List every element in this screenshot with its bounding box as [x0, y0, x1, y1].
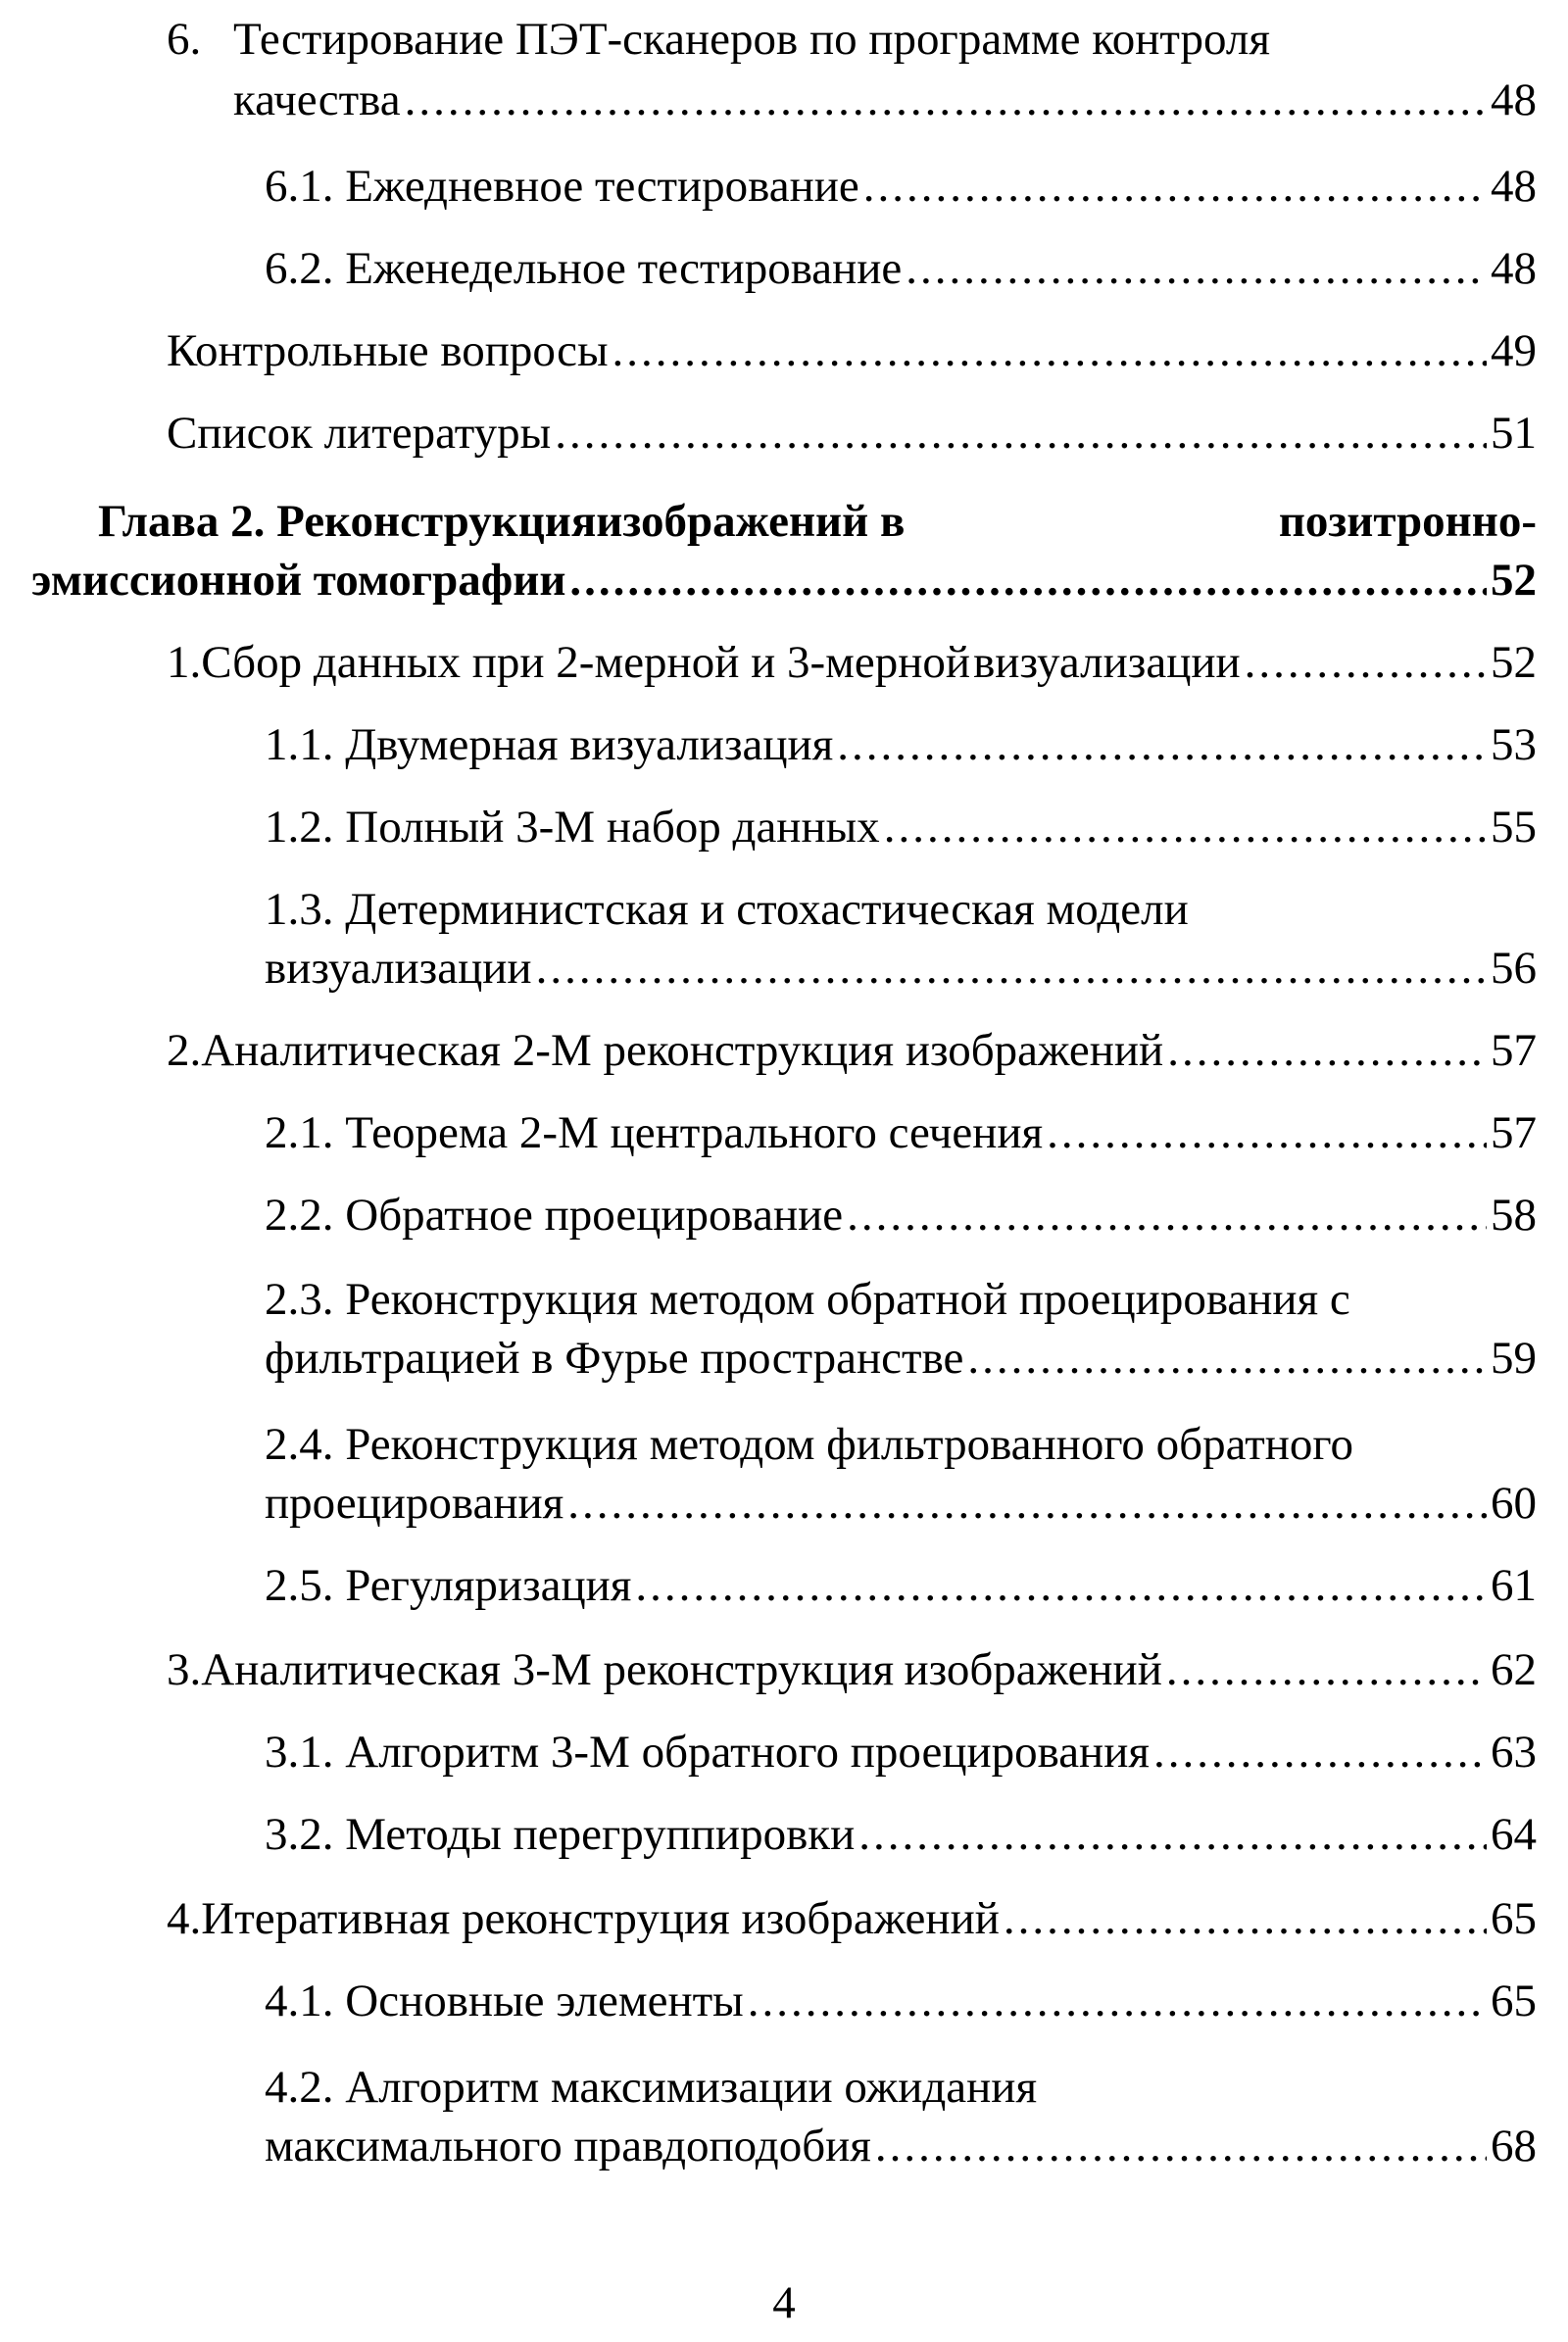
- leader-dots: [863, 157, 1487, 216]
- leader-dots: [1167, 1021, 1487, 1080]
- toc-entry-title: Тестирование ПЭТ-сканеров по программе контроля: [233, 14, 1270, 65]
- toc-entry-title: Список литературы: [167, 408, 552, 459]
- toc-entry-title-cont: максимального правдоподобия: [265, 2121, 871, 2171]
- toc-entry-2: [167, 1021, 1537, 1080]
- toc-entry-1-3-line1: 1.3. Детерминистская и стохастическая модели: [265, 884, 1189, 935]
- toc-page-number: 53: [1491, 719, 1537, 770]
- toc-entry-title-cont: качества: [233, 74, 401, 125]
- toc-entry-6-1: [265, 157, 1537, 216]
- toc-entry-title: Сбор данных при 2-мерной и 3-мерной: [201, 637, 971, 688]
- toc-page-number: 61: [1491, 1560, 1537, 1611]
- toc-entry-2-3: [265, 1329, 1537, 1388]
- leader-dots: [635, 1556, 1487, 1615]
- toc-page-number: 60: [1491, 1478, 1537, 1529]
- leader-dots: [1245, 633, 1487, 692]
- toc-page-number: 51: [1491, 408, 1537, 459]
- toc-entry-title: Аналитическая 3-М реконструкция: [201, 1644, 895, 1695]
- toc-entry-number: 2.: [167, 1025, 202, 1076]
- toc-entry-2-2: [265, 1186, 1537, 1244]
- toc-entry-chapter-2: [31, 551, 1537, 610]
- toc-entry-number: 3.: [167, 1644, 202, 1695]
- toc-entry-4-1: [265, 1972, 1537, 2030]
- toc-page-number: 62: [1491, 1644, 1537, 1695]
- toc-entry-title: 3.1. Алгоритм 3-М обратного проецирования: [265, 1727, 1150, 1778]
- leader-dots: [875, 2117, 1487, 2175]
- toc-entry-title-cont: фильтрацией в Фурье пространстве: [265, 1333, 964, 1384]
- toc-entry-title: 6.1. Ежедневное тестирование: [265, 161, 859, 212]
- toc-page-number: 48: [1491, 74, 1537, 125]
- toc-entry-3: [167, 1640, 1537, 1699]
- toc-entry-4: [167, 1889, 1537, 1948]
- toc-entry-2-4: [265, 1474, 1537, 1533]
- toc-page-number: 52: [1491, 637, 1537, 688]
- toc-page-number: 57: [1491, 1107, 1537, 1158]
- toc-entry-1-2: [265, 798, 1537, 856]
- leader-dots: [1166, 1640, 1487, 1699]
- leader-dots: [967, 1329, 1487, 1388]
- toc-entry-title: Контрольные вопросы: [167, 325, 609, 376]
- toc-page-number: 48: [1491, 243, 1537, 294]
- toc-entry-title: 2.2. Обратное проецирование: [265, 1190, 844, 1241]
- toc-entry-title-right: изображений: [904, 1644, 1162, 1695]
- toc-entry-title: 1.1. Двумерная визуализация: [265, 719, 834, 770]
- toc-entry-literature: [167, 404, 1537, 463]
- toc-page-number: 56: [1491, 943, 1537, 994]
- toc-page-number: 68: [1491, 2121, 1537, 2171]
- leader-dots: [884, 798, 1487, 856]
- toc-entry-title: Итеративная реконструция изображений: [201, 1893, 1000, 1944]
- toc-page-number: 48: [1491, 161, 1537, 212]
- toc-page-number: 49: [1491, 325, 1537, 376]
- toc-entry-6: [233, 71, 1537, 129]
- toc-entry-4-2: [265, 2117, 1537, 2175]
- toc-entry-title: 2.1. Теорема 2-М центрального сечения: [265, 1107, 1044, 1158]
- toc-page-number: 58: [1491, 1190, 1537, 1241]
- leader-dots: [555, 404, 1487, 463]
- toc-entry-3-2: [265, 1805, 1537, 1864]
- toc-page-number: 65: [1491, 1976, 1537, 2026]
- toc-entry-title: 3.2. Методы перегруппировки: [265, 1809, 856, 1860]
- toc-page-number: 64: [1491, 1809, 1537, 1860]
- toc-entry-3-1: [265, 1723, 1537, 1781]
- toc-entry-1: [167, 633, 1537, 692]
- toc-entry-6-2: [265, 239, 1537, 298]
- toc-entry-title: Аналитическая 2-М реконструкция изображений: [201, 1025, 1164, 1076]
- leader-dots: [1004, 1889, 1487, 1948]
- toc-entry-title-cont: эмиссионной томографии: [31, 555, 566, 606]
- leader-dots: [748, 1972, 1487, 2030]
- toc-entry-2-5: [265, 1556, 1537, 1615]
- leader-dots: [1047, 1103, 1487, 1162]
- toc-entry-6-line1: [167, 10, 1270, 69]
- leader-dots: [612, 321, 1487, 380]
- toc-entry-1-1: [265, 715, 1537, 774]
- toc-entry-1-3: [265, 939, 1537, 998]
- toc-entry-title: 2.5. Регуляризация: [265, 1560, 632, 1611]
- toc-page-number: 52: [1491, 555, 1537, 606]
- toc-entry-4-2-line1: 4.2. Алгоритм максимизации ожидания: [265, 2062, 1038, 2113]
- toc-entry-2-4-line1: 2.4. Реконструкция методом фильтрованного обратного: [265, 1419, 1354, 1470]
- leader-dots: [906, 239, 1487, 298]
- leader-dots: [536, 939, 1487, 998]
- toc-page-number: 65: [1491, 1893, 1537, 1944]
- toc-entry-number: 1.: [167, 637, 202, 688]
- toc-entry-title-right: визуализации: [973, 637, 1241, 688]
- chapter-2-title-right: позитронно-: [1278, 496, 1537, 547]
- toc-entry-title-cont: проецирования: [265, 1478, 564, 1529]
- chapter-2-title-left: Глава 2. Реконструкцияизображений в: [98, 496, 906, 547]
- leader-dots: [847, 1186, 1487, 1244]
- toc-entry-title-cont: визуализации: [265, 943, 532, 994]
- leader-dots: [858, 1805, 1487, 1864]
- toc-page-number: 57: [1491, 1025, 1537, 1076]
- page-number: 4: [772, 2277, 796, 2328]
- leader-dots: [1153, 1723, 1487, 1781]
- toc-entry-title: 1.2. Полный 3-М набор данных: [265, 802, 880, 853]
- toc-page-number: 59: [1491, 1333, 1537, 1384]
- toc-entry-title: 6.2. Еженедельное тестирование: [265, 243, 903, 294]
- toc-entry-2-1: [265, 1103, 1537, 1162]
- leader-dots: [837, 715, 1487, 774]
- leader-dots: [567, 1474, 1487, 1533]
- leader-dots: [405, 71, 1487, 129]
- toc-entry-number: 6.: [167, 14, 202, 65]
- leader-dots: [569, 551, 1487, 610]
- toc-entry-title: 4.1. Основные элементы: [265, 1976, 744, 2026]
- toc-entry-number: 4.: [167, 1893, 202, 1944]
- toc-page-number: 55: [1491, 802, 1537, 853]
- toc-entry-2-3-line1: 2.3. Реконструкция методом обратной проецирования с: [265, 1274, 1350, 1325]
- toc-entry-questions: [167, 321, 1537, 380]
- toc-page-number: 63: [1491, 1727, 1537, 1778]
